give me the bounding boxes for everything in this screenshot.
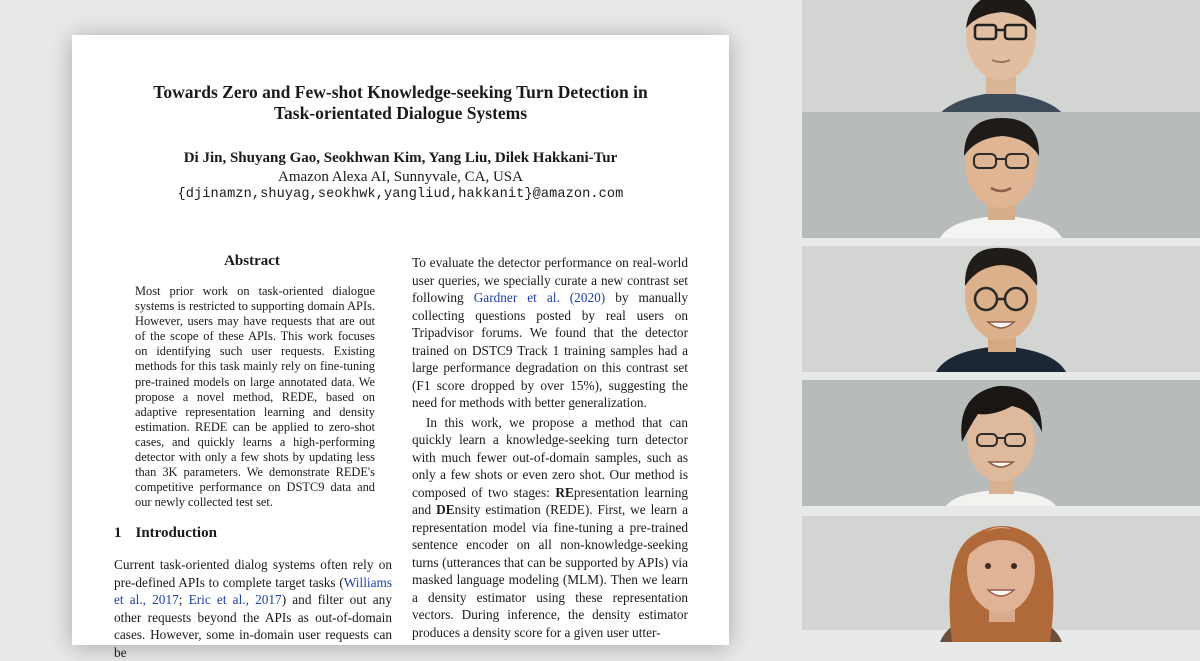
introduction-heading bbox=[114, 525, 217, 542]
author-photo-tile-1 bbox=[802, 0, 1200, 126]
author-list: Di Jin, Shuyang Gao, Seokhwan Kim, Yang Liu, Dilek Hakkani-Tur bbox=[183, 150, 618, 166]
right-p1-text-1: To evaluate the detector performance on real-world user queries, we specially curate a new contrast set following bbox=[412, 255, 688, 305]
right-p2-text-3: nsity estimation (REDE). First, we learn a representation model via fine-tuning a pre-trained sentence encoder on all non-knowledge-seeking turns (utterances that can be supported by APIs) via masked language modeling (MLM). Then we learn a density estimator using these representation vectors. During inference, the density estimator produces a density score for a given user utter- bbox=[412, 502, 688, 640]
author-photo-tile-3 bbox=[802, 246, 1200, 372]
right-p1-text-2: by manually collecting questions posted by real users on Tripadvisor forums. We found that the detector trained on DSTC9 Track 1 training samples had a large performance degradation on this contrast set (F1 score dropped by over 15%), suggesting the need for methods with better generalization. bbox=[412, 290, 688, 410]
right-p2-text-1: In this work, we propose a method that can quickly learn a knowledge-seeking turn detector with much fewer out-of-domain samples, such as only a few shots or even zero shot. Our method is composed of two stages: bbox=[412, 414, 688, 500]
right-p2-text-2: presentation learning and bbox=[412, 484, 688, 517]
author-photo-2 bbox=[912, 112, 1090, 238]
right-paragraph-1 bbox=[412, 254, 688, 412]
author-photo-tile-5 bbox=[802, 516, 1200, 630]
citation-link-gardner[interactable]: Gardner et al. (2020) bbox=[473, 290, 606, 305]
abstract-heading: Abstract bbox=[224, 253, 280, 269]
bold-re: RE bbox=[555, 484, 574, 500]
abstract-text: Most prior work on task-oriented dialogue systems is restricted to supporting domain APIs. However, users may have requests that are out of the scope of these APIs. This work focuses on identifying such user requests. Existing methods for this task mainly rely on fine-tuning pre-trained models on large annotated data. We propose a novel method, REDE, based on adaptive representation learning and density estimation. REDE can be applied to zero-shot cases, and quickly learns a high-performing detector with only a few shots by updating less than 3K parameters. We demonstrate REDE's competitive performance on DSTC9 data and our newly collected test set. bbox=[135, 284, 375, 510]
bold-de: DE bbox=[436, 502, 455, 517]
paper-title-line-2: Task-orientated Dialogue Systems bbox=[273, 103, 528, 123]
author-photo-1 bbox=[912, 0, 1090, 126]
right-paragraph-2 bbox=[412, 414, 688, 642]
intro-text-1: Current task-oriented dialog systems often rely on pre-defined APIs to complete target tasks ( bbox=[114, 557, 392, 590]
paper-title-line-1: Towards Zero and Few-shot Knowledge-seeking Turn Detection in bbox=[153, 82, 648, 102]
author-photo-tile-2 bbox=[802, 112, 1200, 238]
intro-text-2: ; bbox=[178, 592, 189, 607]
author-photo-tile-4 bbox=[802, 380, 1200, 506]
section-title: Introduction bbox=[135, 525, 217, 541]
paper-page bbox=[72, 35, 729, 660]
author-emails: {djinamzn,shuyag,seokhwk,yangliud,hakkanit}@amazon.com bbox=[177, 187, 624, 202]
author-photo-5 bbox=[912, 516, 1090, 642]
intro-text-3: ) and filter out any other requests beyond the APIs as out-of-domain cases. However, some in-domain user requests can be bbox=[114, 592, 392, 660]
citation-link-eric[interactable]: Eric et al., 2017 bbox=[188, 592, 282, 607]
section-number: 1 bbox=[114, 525, 122, 541]
author-photo-column bbox=[802, 0, 1200, 630]
affiliation: Amazon Alexa AI, Sunnyvale, CA, USA bbox=[278, 169, 523, 185]
introduction-text bbox=[114, 556, 392, 661]
right-column bbox=[412, 254, 688, 641]
citation-link-williams[interactable]: Williams et al., 2017 bbox=[114, 574, 392, 607]
author-photo-4 bbox=[912, 380, 1090, 506]
author-photo-3 bbox=[912, 246, 1090, 372]
